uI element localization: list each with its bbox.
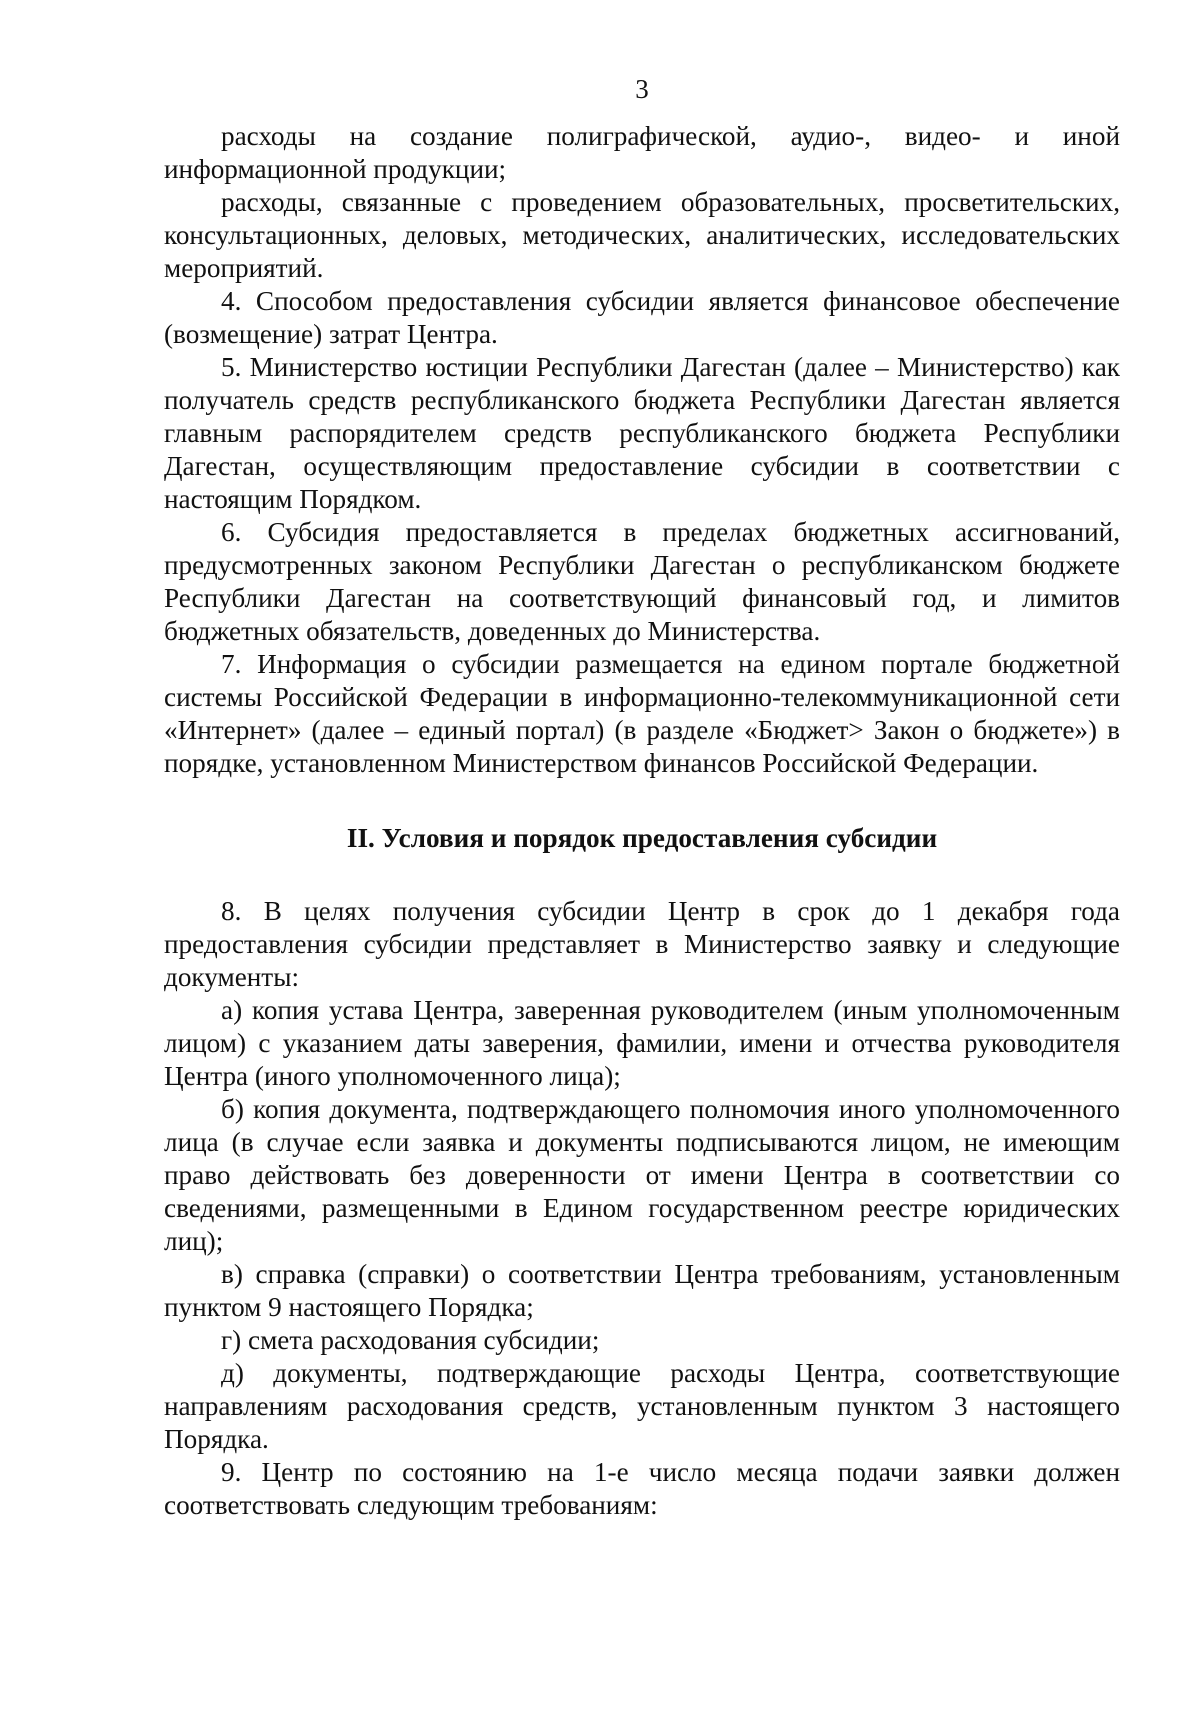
paragraph-8b: б) копия документа, подтверждающего полномочия иного уполномоченного лица (в случае если заявка и документы подписываются лицом, не имеющим право действовать без доверенности от имени Центра в соответствии со сведениями, размещенными в Едином государственном реестре юридических лиц); [164, 1094, 1120, 1256]
page-number: 3 [635, 74, 649, 104]
paragraph-8d: д) документы, подтверждающие расходы Центра, соответствующие направлениям расходования средств, установленным пунктом 3 настоящего Порядка. [164, 1358, 1120, 1454]
document-body [164, 120, 1120, 1522]
paragraph-7: 7. Информация о субсидии размещается на едином портале бюджетной системы Российской Федерации в информационно-телекоммуникационной сети «Интернет» (далее – единый портал) (в разделе «Бюджет> Закон о бюджете») в порядке, установленном Министерством финансов Российской Федерации. [164, 649, 1120, 778]
paragraph-9: 9. Центр по состоянию на 1-е число месяца подачи заявки должен соответствовать следующим требованиям: [164, 1457, 1120, 1520]
paragraph-8a: а) копия устава Центра, заверенная руководителем (иным уполномоченным лицом) с указанием даты заверения, фамилии, имени и отчества руководителя Центра (иного уполномоченного лица); [164, 995, 1120, 1091]
paragraph-8: 8. В целях получения субсидии Центр в срок до 1 декабря года предоставления субсидии представляет в Министерство заявку и следующие документы: [164, 896, 1120, 992]
paragraph-expenses-printing: расходы на создание полиграфической, аудио-, видео- и иной информационной продукции; [164, 121, 1120, 184]
section-heading: II. Условия и порядок предоставления субсидии [346, 823, 938, 853]
paragraph-6: 6. Субсидия предоставляется в пределах бюджетных ассигнований, предусмотренных законом Республики Дагестан о республиканском бюджете Республики Дагестан на соответствующий финансовый год, и лимитов бюджетных обязательств, доведенных до Министерства. [164, 517, 1120, 646]
paragraph-8v: в) справка (справки) о соответствии Центра требованиям, установленным пунктом 9 настоящего Порядка; [164, 1259, 1120, 1322]
paragraph-5: 5. Министерство юстиции Республики Дагестан (далее – Министерство) как получатель средств республиканского бюджета Республики Дагестан является главным распорядителем средств республиканского бюджета Республики Дагестан, осуществляющим предоставление субсидии в соответствии с настоящим Порядком. [164, 352, 1120, 514]
paragraph-4: 4. Способом предоставления субсидии является финансовое обеспечение (возмещение) затрат Центра. [164, 286, 1120, 349]
paragraph-8g: г) смета расходования субсидии; [221, 1325, 600, 1355]
paragraph-expenses-events: расходы, связанные с проведением образовательных, просветительских, консультационных, деловых, методических, аналитических, исследовательских мероприятий. [164, 187, 1120, 283]
